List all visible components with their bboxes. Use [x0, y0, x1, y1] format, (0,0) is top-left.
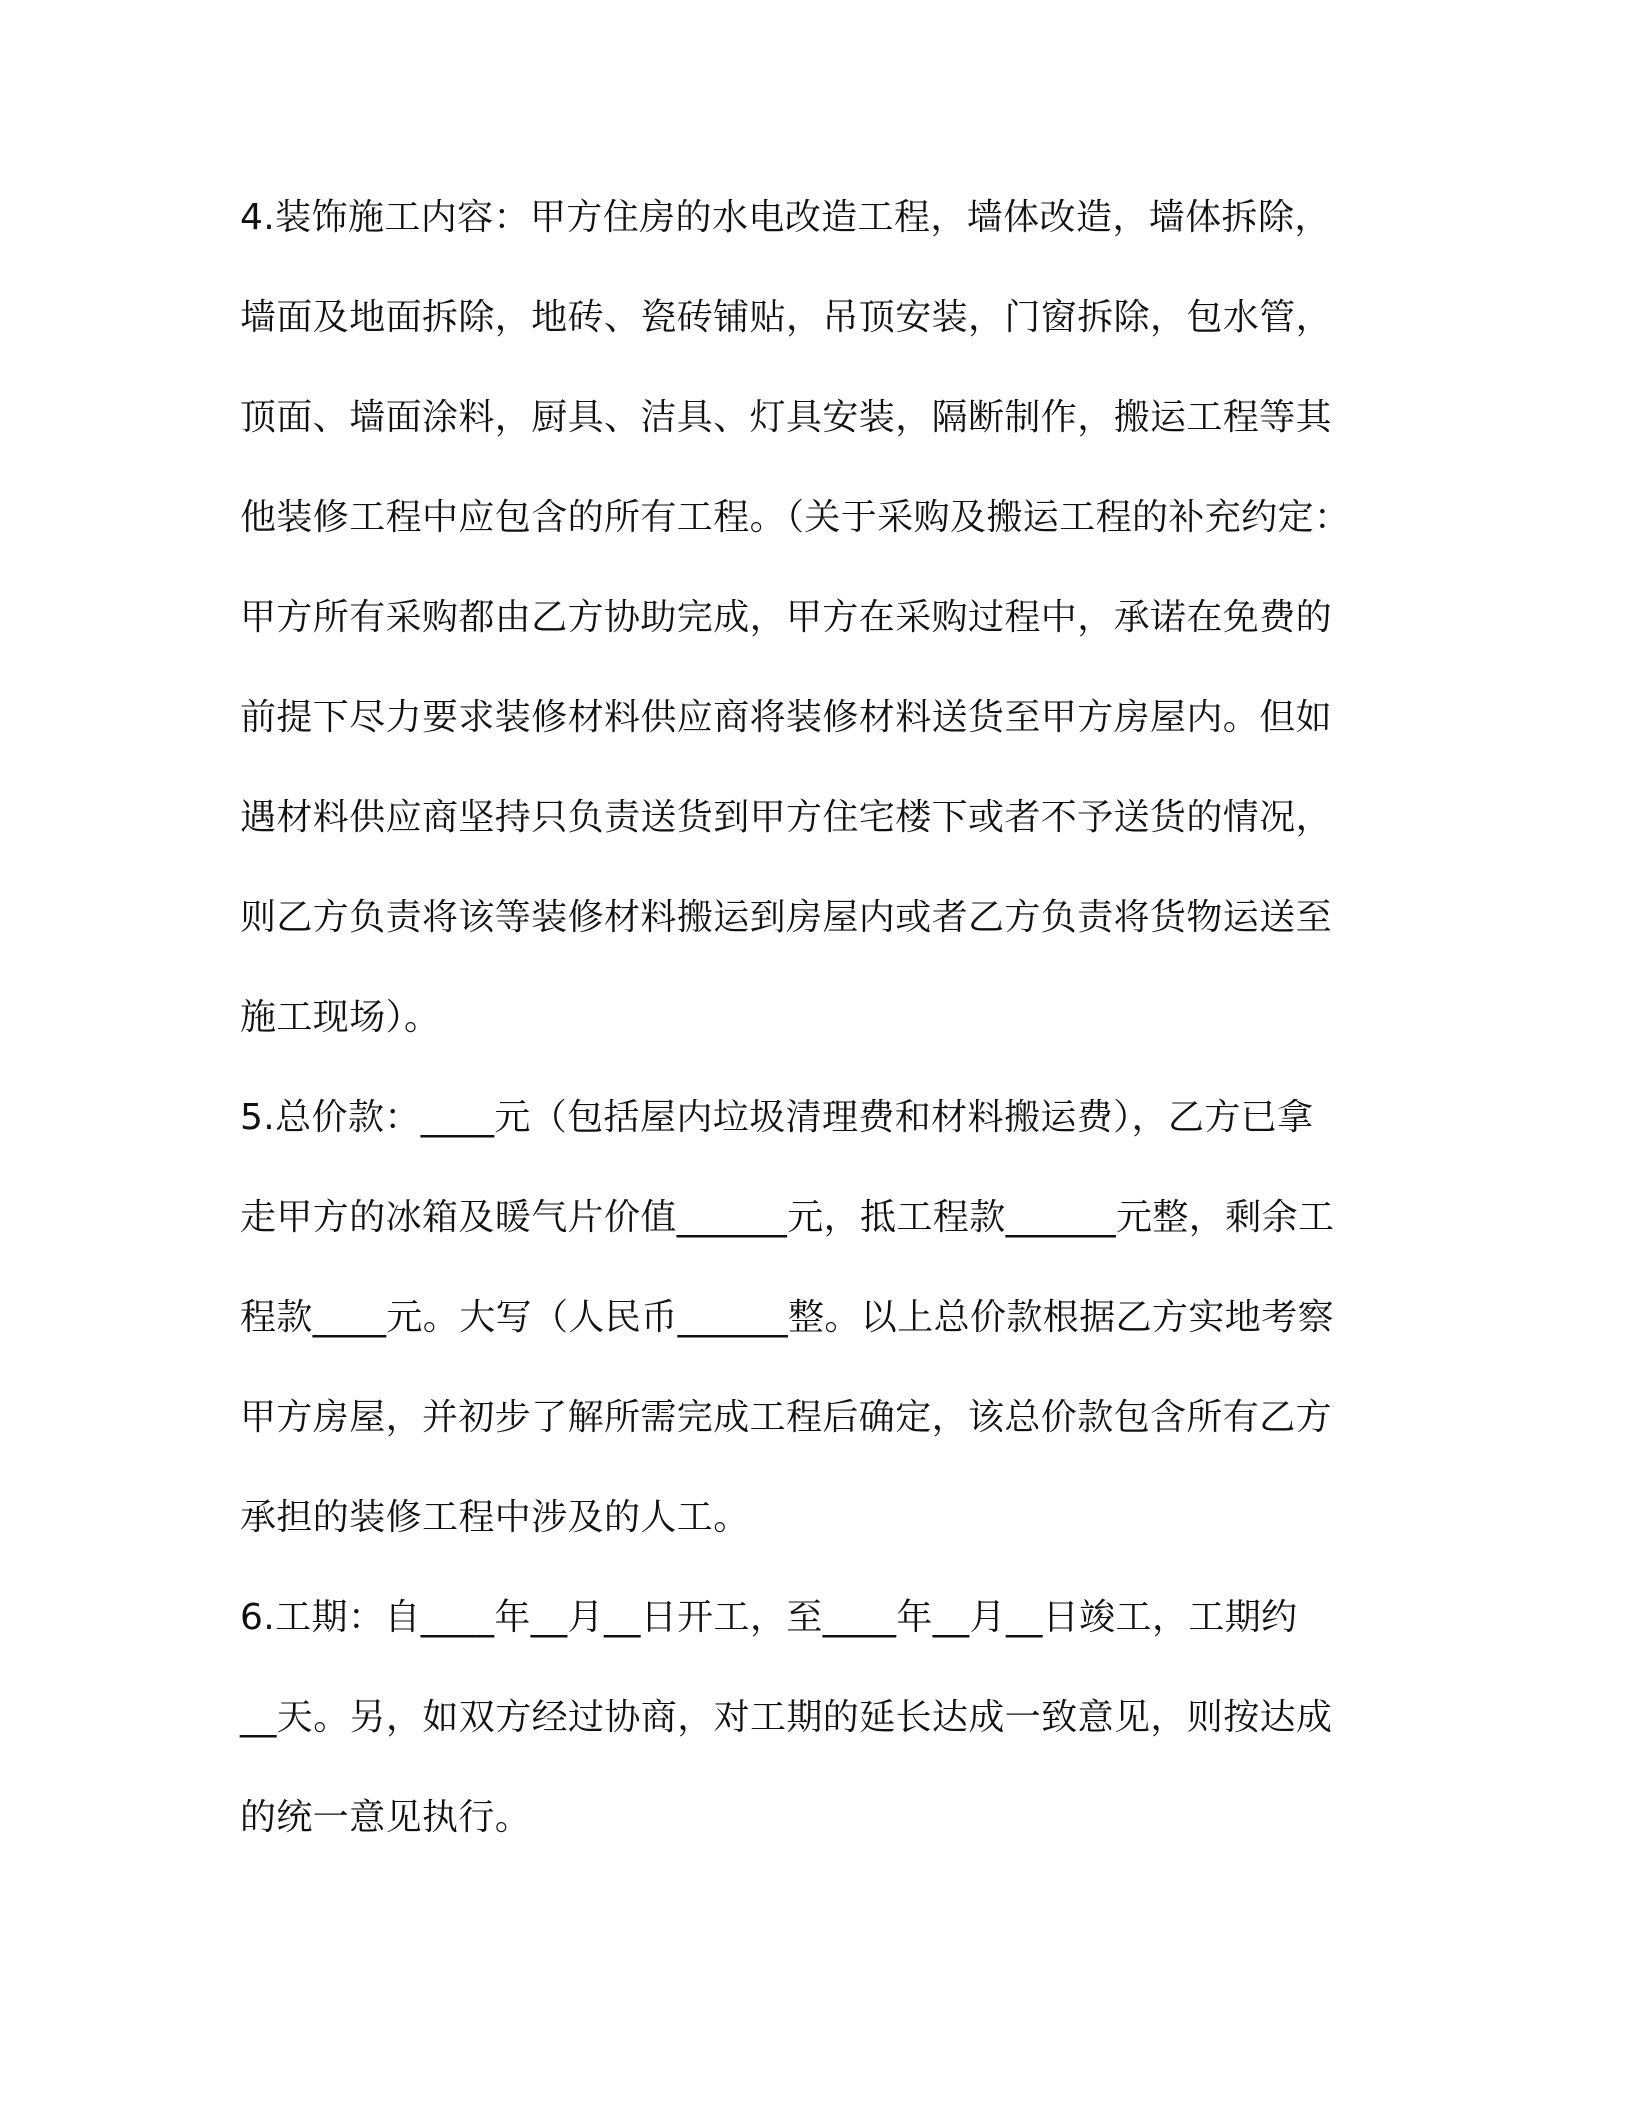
- text-line: 前提下尽力要求装修材料供应商将装修材料送货至甲方房屋内。但如: [240, 697, 1333, 738]
- text-line: 施工现场）。: [240, 997, 441, 1038]
- text-line: 承担的装修工程中涉及的人工。: [240, 1497, 750, 1538]
- text-line: __天。另，如双方经过协商，对工期的延长达成一致意见，则按达成: [240, 1697, 1333, 1738]
- text-line: 甲方房屋，并初步了解所需完成工程后确定，该总价款包含所有乙方: [240, 1397, 1333, 1438]
- text-line: 遇材料供应商坚持只负责送货到甲方住宅楼下或者不予送货的情况，: [240, 797, 1333, 838]
- text-line: 甲方所有采购都由乙方协助完成，甲方在采购过程中，承诺在免费的: [240, 597, 1333, 638]
- text-line: 走甲方的冰箱及暖气片价值______元，抵工程款______元整，剩余工: [240, 1197, 1335, 1238]
- text-line: 程款____元。大写（人民币______整。以上总价款根据乙方实地考察: [240, 1297, 1335, 1338]
- text-line: 他装修工程中应包含的所有工程。（关于采购及搬运工程的补充约定：: [240, 497, 1351, 538]
- text-line: 的统一意见执行。: [240, 1797, 532, 1838]
- text-line: 5.总价款：____元（包括屋内垃圾清理费和材料搬运费），乙方已拿: [240, 1097, 1314, 1138]
- text-line: 则乙方负责将该等装修材料搬运到房屋内或者乙方负责将货物运送至: [240, 897, 1333, 938]
- text-line: 4.装饰施工内容：甲方住房的水电改造工程，墙体改造，墙体拆除，: [240, 197, 1331, 238]
- text-line: 顶面、墙面涂料，厨具、洁具、灯具安装，隔断制作，搬运工程等其: [240, 397, 1333, 438]
- text-line: 墙面及地面拆除，地砖、瓷砖铺贴，吊顶安装，门窗拆除，包水管，: [240, 297, 1333, 338]
- text-line: 6.工期：自____年__月__日开工，至____年__月__日竣工，工期约: [240, 1597, 1298, 1638]
